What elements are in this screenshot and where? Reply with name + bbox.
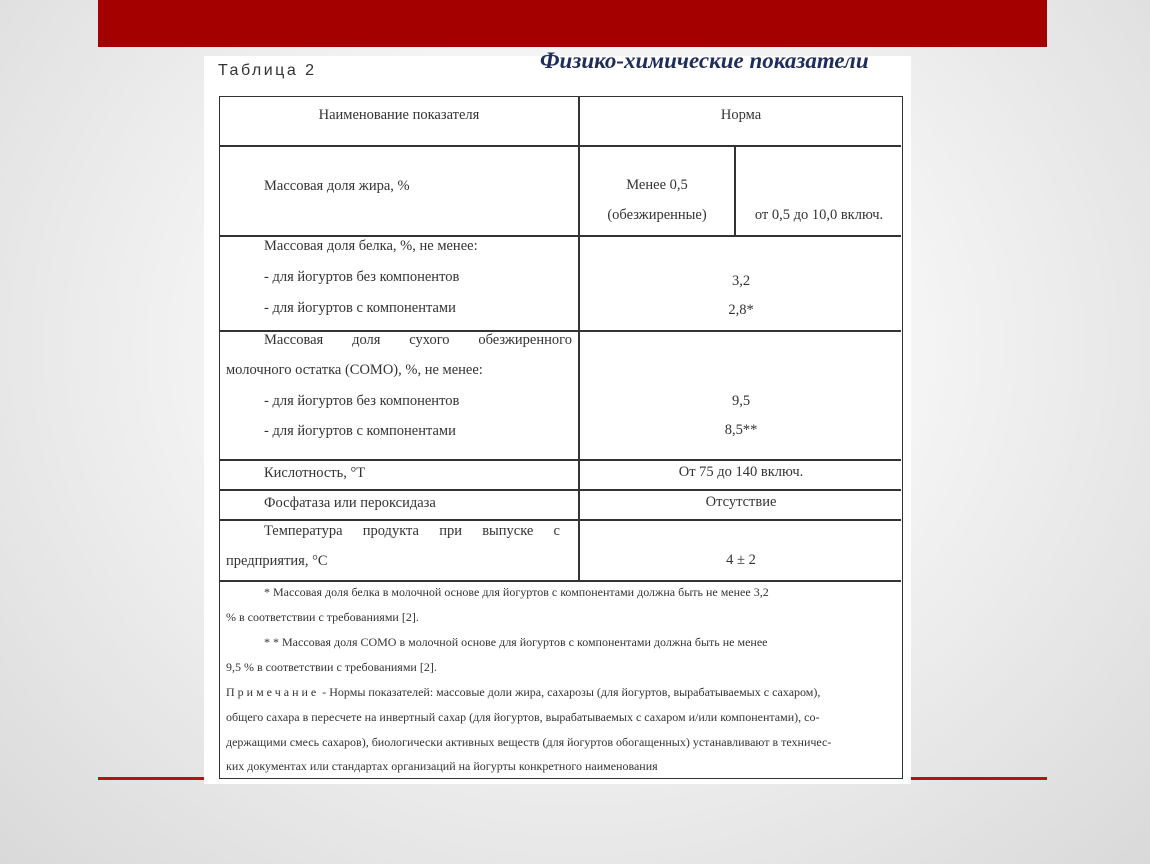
- row-phosphatase-norm: Отсутствие: [705, 494, 777, 510]
- header-norm: Норма: [720, 107, 762, 123]
- row-temperature-word5: с: [553, 523, 560, 539]
- row-somo-word1: Массовая: [264, 332, 324, 348]
- row-temperature-word1: Температура: [264, 523, 343, 539]
- row-fat-norm-a-line2: (обезжиренные): [607, 207, 707, 223]
- row-protein-sub2: - для йогуртов с компонентами: [264, 300, 456, 316]
- row-somo-val1: 9,5: [731, 393, 751, 409]
- note-line4: ких документах или стандартах организаций на йогурты конкретного наименования: [226, 759, 658, 773]
- row-somo-sub1: - для йогуртов без компонентов: [264, 393, 460, 409]
- row-fat-label: Массовая доля жира, %: [264, 178, 410, 194]
- row-acidity-label: Кислотность, °Т: [264, 465, 366, 481]
- row-acidity-norm: От 75 до 140 включ.: [678, 464, 804, 480]
- top-accent-bar: [98, 0, 1047, 47]
- note-line3: держащими смесь сахаров), биологически активных веществ (для йогуртов обогащенных) устанавливают в техничес-: [226, 735, 832, 749]
- row-protein-label: Массовая доля белка, %, не менее:: [264, 238, 478, 254]
- footnote-1-line1: * Массовая доля белка в молочной основе для йогуртов с компонентами должна быть не менее 3,2: [264, 585, 769, 599]
- slide-title: Физико-химические показатели: [540, 48, 869, 73]
- row-somo-sub2: - для йогуртов с компонентами: [264, 423, 456, 439]
- footnote-2-line1: * * Массовая доля СОМО в молочной основе для йогуртов с компонентами должна быть не менее: [264, 635, 768, 649]
- row-protein-sub1: - для йогуртов без компонентов: [264, 269, 460, 285]
- row-somo-word3: сухого: [409, 332, 450, 348]
- footnote-2-line2: 9,5 % в соответствии с требованиями [2].: [226, 660, 437, 674]
- row-temperature-label-line1: [264, 523, 560, 540]
- header-indicator-name: Наименование показателя: [318, 107, 480, 123]
- row-somo-word4: обезжиренного: [478, 332, 572, 348]
- note-line1-text: - Нормы показателей: массовые доли жира, сахарозы (для йогуртов, вырабатываемых с сахаром),: [319, 685, 821, 699]
- row-somo-label-line1: [264, 332, 572, 349]
- row-phosphatase-label: Фосфатаза или пероксидаза: [264, 495, 436, 511]
- scanned-table-image: [204, 56, 911, 784]
- table-caption: Таблица 2: [218, 62, 317, 79]
- row-fat-norm-b: от 0,5 до 10,0 включ.: [754, 207, 884, 223]
- row-somo-val2: 8,5**: [724, 422, 758, 438]
- footnote-1-line2: % в соответствии с требованиями [2].: [226, 610, 419, 624]
- row-temperature-word3: при: [439, 523, 462, 539]
- row-protein-val1: 3,2: [731, 273, 751, 289]
- note-line1: [226, 685, 820, 700]
- note-word: Примечание: [226, 685, 320, 699]
- row-temperature-word2: продукта: [362, 523, 419, 539]
- row-somo-word2: доля: [352, 332, 381, 348]
- row-temperature-label-line2: предприятия, °С: [226, 553, 328, 569]
- row-temperature-norm: 4 ± 2: [726, 552, 756, 568]
- norms-table: [219, 96, 903, 779]
- note-line2: общего сахара в пересчете на инвертный сахар (для йогуртов, вырабатываемых с сахаром и/или компонентами), со-: [226, 710, 820, 724]
- row-fat-norm-a-line1: Менее 0,5: [626, 177, 688, 193]
- row-somo-label-line2: молочного остатка (СОМО), %, не менее:: [226, 362, 483, 378]
- row-protein-val2: 2,8*: [728, 302, 754, 318]
- row-temperature-word4: выпуске: [482, 523, 534, 539]
